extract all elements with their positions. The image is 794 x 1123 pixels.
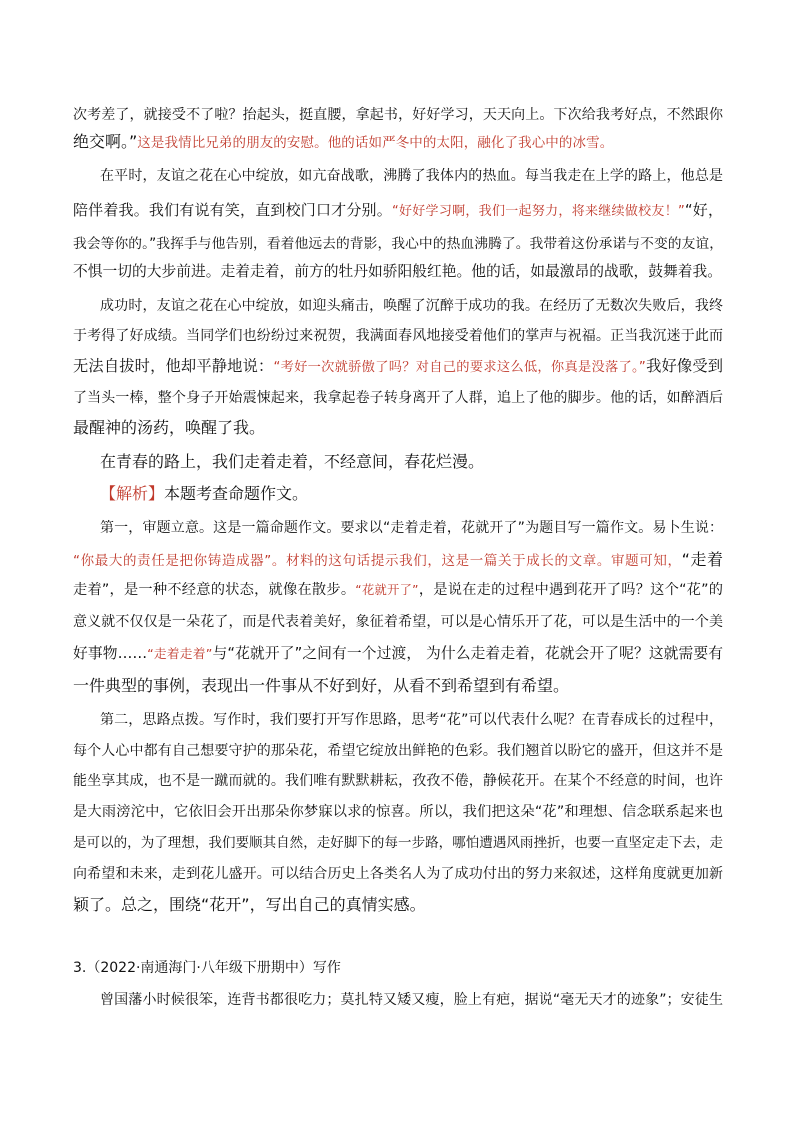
text-line: 走着”，是一种不经意的状态，就像在散步。“花就开了”，是说在走的过程中遇到花开了吗？这个“花”的 — [73, 582, 723, 598]
text-line: 了当头一棒，整个身子开始震悚起来，我拿起卷子转身离开了人群，追上了他的脚步。他的话，如醉酒后 — [73, 390, 723, 406]
text-line: 在平时，友谊之花在心中绽放，如亢奋战歌，沸腾了我体内的热血。每当我走在上学的路上，他总是 — [100, 168, 723, 184]
question-heading: 3.（2022·南通海门·八年级下册期中）写作 — [73, 960, 341, 976]
text-line: 次考差了，就接受不了啦？抬起头，挺直腰，拿起书，好好学习，天天向上。下次给我考好点，不然跟你 — [73, 107, 723, 123]
text-line: 意义就不仅仅是一朵花了，而是代表着美好，象征着希望，可以是心情乐开了花，可以是生活中的一个美 — [73, 614, 723, 630]
text-line: 好事物……“走着走着”与“花就开了”之间有一个过渡， 为什么走着走着，花就会开了呢？这就需要有 — [73, 645, 724, 662]
text-line: “你最大的责任是把你铸造成器”。材料的这句话提示我们，这是一篇关于成长的文章。审题可知，“走着 — [73, 550, 724, 569]
text-line: 一件典型的事例，表现出一件事从不好到好，从看不到希望到有希望。 — [73, 676, 570, 695]
text-line: 第一，审题立意。这是一篇命题作文。要求以“走着走着，花就开了”为题目写一篇作文。易卜生说： — [100, 520, 723, 536]
text-line: 无法自拔时，他却平静地说：“考好一次就骄傲了吗？对自己的要求这么低，你真是没落了。”我好像受到 — [73, 357, 723, 375]
text-line: 颖了。总之，围绕“花开”，写出自己的真情实感。 — [73, 895, 426, 914]
text-line: 绝交啊。”这是我情比兄弟的朋友的安慰。他的话如严冬中的太阳，融化了我心中的冰雪。 — [73, 132, 614, 151]
text-line: 于考得了好成绩。当同学们也纷纷过来祝贺，我满面春风地接受着他们的掌声与祝福。正当我沉迷于此而 — [73, 328, 723, 344]
text-line: 曾国藩小时候很笨，连背书都很吃力；莫扎特又矮又瘦，脸上有疤，据说“毫无天才的迹象”；安徒生 — [100, 992, 723, 1008]
text-line: 向希望和未来，走到花儿盛开。可以结合历史上各类名人为了成功付出的努力来叙述，这样角度就更加新 — [73, 866, 723, 882]
text-line: 每个人心中都有自己想要守护的那朵花，希望它绽放出鲜艳的色彩。我们翘首以盼它的盛开，但这并不是 — [73, 743, 723, 759]
analysis-heading: 【解析】本题考查命题作文。 — [100, 484, 309, 503]
text-line: 成功时，友谊之花在心中绽放，如迎头痛击，唤醒了沉醉于成功的我。在经历了无数次失败后，我终 — [100, 298, 723, 314]
text-line: 第二，思路点拨。写作时，我们要打开写作思路，思考“花”可以代表什么呢？在青春成长的过程中， — [100, 712, 723, 728]
text-line: 最醒神的汤药，唤醒了我。 — [73, 418, 266, 437]
text-line: 是可以的，为了理想，我们要顺其自然，走好脚下的每一步路，哪怕遭遇风雨挫折，也要一直坚定走下去，走 — [73, 835, 723, 851]
text-line: 陪伴着我。我们有说有笑，直到校门口才分别。“好好学习啊，我们一起努力，将来继续做校友！”“好， — [73, 201, 723, 219]
text-line: 我会等你的。”我挥手与他告别，看着他远去的背影，我心中的热血沸腾了。我带着这份承诺与不变的友谊， — [73, 236, 723, 252]
text-line: 能坐享其成，也不是一蹴而就的。我们唯有默默耕耘，孜孜不倦，静候花开。在某个不经意的时间，也许 — [73, 773, 723, 789]
text-line: 是大雨滂沱中，它依旧会开出那朵你梦寐以求的惊喜。所以，我们把这朵“花”和理想、信念联系起来也 — [73, 804, 723, 820]
text-line: 不惧一切的大步前进。走着走着，前方的牡丹如骄阳般红艳。他的话，如最激昂的战歌，鼓舞着我。 — [73, 263, 722, 280]
text-line: 在青春的路上，我们走着走着，不经意间，春花烂漫。 — [100, 452, 485, 471]
